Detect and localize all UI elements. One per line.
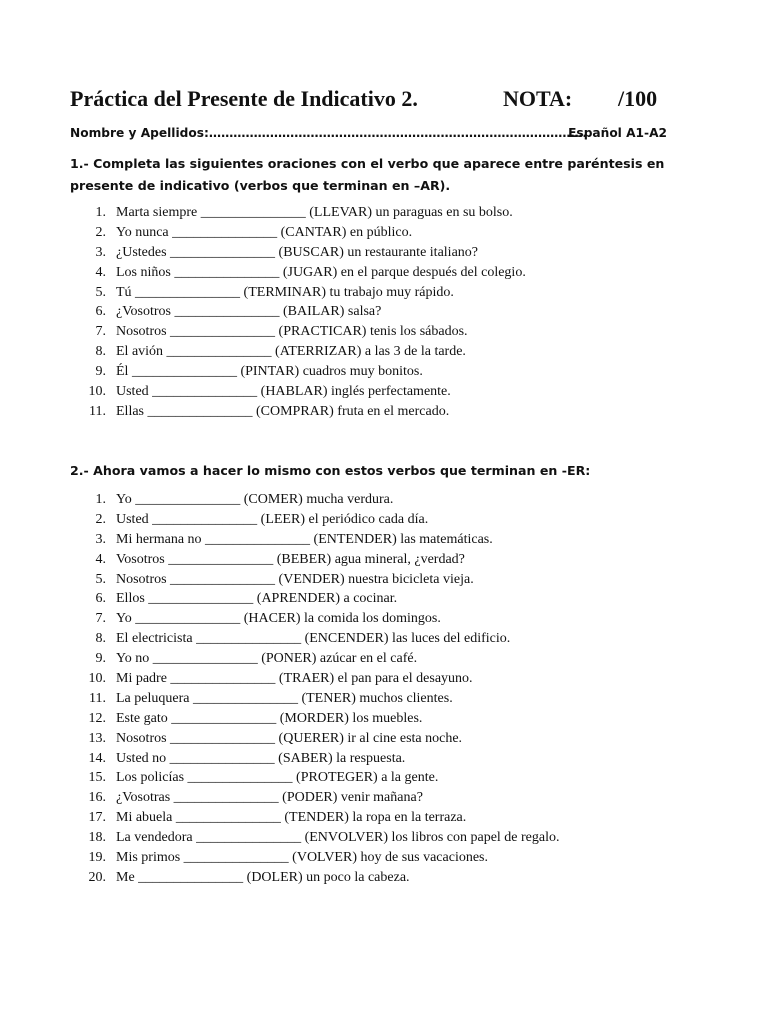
item-number: 17. xyxy=(88,810,106,826)
item-number: 12. xyxy=(88,710,106,726)
item-sentence: Me _______________ (DOLER) un poco la cabeza. xyxy=(116,869,410,885)
item-sentence: ¿Vosotros _______________ (BAILAR) salsa? xyxy=(116,304,382,320)
item-sentence: Los policías _______________ (PROTEGER) a la gente. xyxy=(116,770,439,786)
item-number: 1. xyxy=(95,205,106,220)
item-number: 6. xyxy=(95,304,106,320)
item-sentence: Nosotros _______________ (PRACTICAR) tenis los sábados. xyxy=(116,324,468,340)
nota-label: NOTA: xyxy=(503,86,573,111)
item-sentence: La vendedora _______________ (ENVOLVER) los libros con papel de regalo. xyxy=(116,830,560,846)
item-number: 9. xyxy=(95,364,106,380)
item-sentence: Yo nunca _______________ (CANTAR) en público. xyxy=(116,224,413,240)
page-title: Práctica del Presente de Indicativo 2. xyxy=(70,86,418,111)
item-sentence: Usted _______________ (HABLAR) inglés perfectamente. xyxy=(116,384,451,400)
item-number: 3. xyxy=(95,244,106,260)
section-2-instruction: 2.- Ahora vamos a hacer lo mismo con estos verbos que terminan en -ER: xyxy=(70,463,591,478)
item-sentence: Usted _______________ (LEER) el periódico cada día. xyxy=(116,511,429,527)
item-sentence: La peluquera _______________ (TENER) muchos clientes. xyxy=(116,690,453,706)
item-number: 5. xyxy=(95,284,106,300)
item-number: 11. xyxy=(89,403,106,419)
item-sentence: ¿Vosotras _______________ (PODER) venir mañana? xyxy=(116,790,423,806)
item-number: 10. xyxy=(88,384,106,400)
section-1-instruction: 1.- Completa las siguientes oraciones con el verbo que aparece entre paréntesis en presente de indicativo (verbos que terminan en –AR). xyxy=(70,156,665,193)
item-number: 2. xyxy=(95,511,106,527)
item-number: 8. xyxy=(95,631,106,647)
item-number: 20. xyxy=(88,869,106,885)
header xyxy=(70,86,670,116)
item-number: 15. xyxy=(88,770,106,786)
item-sentence: Vosotros _______________ (BEBER) agua mineral, ¿verdad? xyxy=(116,551,465,567)
item-number: 5. xyxy=(95,571,106,587)
item-sentence: Nosotros _______________ (VENDER) nuestra bicicleta vieja. xyxy=(116,571,474,587)
item-number: 10. xyxy=(88,671,106,687)
item-sentence: Ellos _______________ (APRENDER) a cocinar. xyxy=(116,591,398,607)
item-sentence: ¿Ustedes _______________ (BUSCAR) un restaurante italiano? xyxy=(116,244,478,260)
item-sentence: Yo _______________ (HACER) la comida los domingos. xyxy=(116,611,441,627)
item-sentence: Los niños _______________ (JUGAR) en el parque después del colegio. xyxy=(116,264,526,280)
item-number: 8. xyxy=(95,344,106,360)
item-number: 1. xyxy=(95,492,106,507)
item-sentence: Mi abuela _______________ (TENDER) la ropa en la terraza. xyxy=(116,810,467,826)
name-label: Nombre y Apellidos:………………………………………………………………………………… xyxy=(70,126,587,140)
item-number: 7. xyxy=(95,324,106,340)
item-sentence: Mis primos _______________ (VOLVER) hoy de sus vacaciones. xyxy=(116,850,489,866)
item-number: 9. xyxy=(95,651,106,667)
item-number: 6. xyxy=(95,591,106,607)
item-number: 7. xyxy=(95,611,106,627)
course-label: Español A1-A2 xyxy=(568,126,667,140)
item-sentence: Mi hermana no _______________ (ENTENDER) las matemáticas. xyxy=(116,531,493,547)
item-number: 16. xyxy=(88,790,106,806)
item-number: 4. xyxy=(95,551,106,567)
item-sentence: Este gato _______________ (MORDER) los muebles. xyxy=(116,710,423,726)
item-number: 18. xyxy=(88,830,106,846)
item-sentence: Yo no _______________ (PONER) azúcar en el café. xyxy=(116,651,418,667)
item-number: 2. xyxy=(95,224,106,240)
item-sentence: Mi padre _______________ (TRAER) el pan para el desayuno. xyxy=(116,671,473,687)
item-number: 4. xyxy=(95,264,106,280)
item-sentence: Él _______________ (PINTAR) cuadros muy bonitos. xyxy=(116,364,423,380)
item-sentence: Ellas _______________ (COMPRAR) fruta en el mercado. xyxy=(116,403,450,419)
item-sentence: El electricista _______________ (ENCENDER) las luces del edificio. xyxy=(116,631,511,647)
item-sentence: Marta siempre _______________ (LLEVAR) un paraguas en su bolso. xyxy=(116,205,513,220)
item-number: 13. xyxy=(88,730,106,746)
score-field: /100 xyxy=(618,86,658,111)
item-sentence: El avión _______________ (ATERRIZAR) a las 3 de la tarde. xyxy=(116,344,466,360)
item-sentence: Nosotros _______________ (QUERER) ir al cine esta noche. xyxy=(116,730,463,746)
item-sentence: Yo _______________ (COMER) mucha verdura. xyxy=(116,492,394,507)
item-sentence: Tú _______________ (TERMINAR) tu trabajo muy rápido. xyxy=(116,284,454,300)
item-number: 19. xyxy=(88,850,106,866)
item-number: 3. xyxy=(95,531,106,547)
item-sentence: Usted no _______________ (SABER) la respuesta. xyxy=(116,750,406,766)
student-name-line xyxy=(70,126,670,140)
item-number: 14. xyxy=(88,750,106,766)
item-number: 11. xyxy=(89,690,106,706)
